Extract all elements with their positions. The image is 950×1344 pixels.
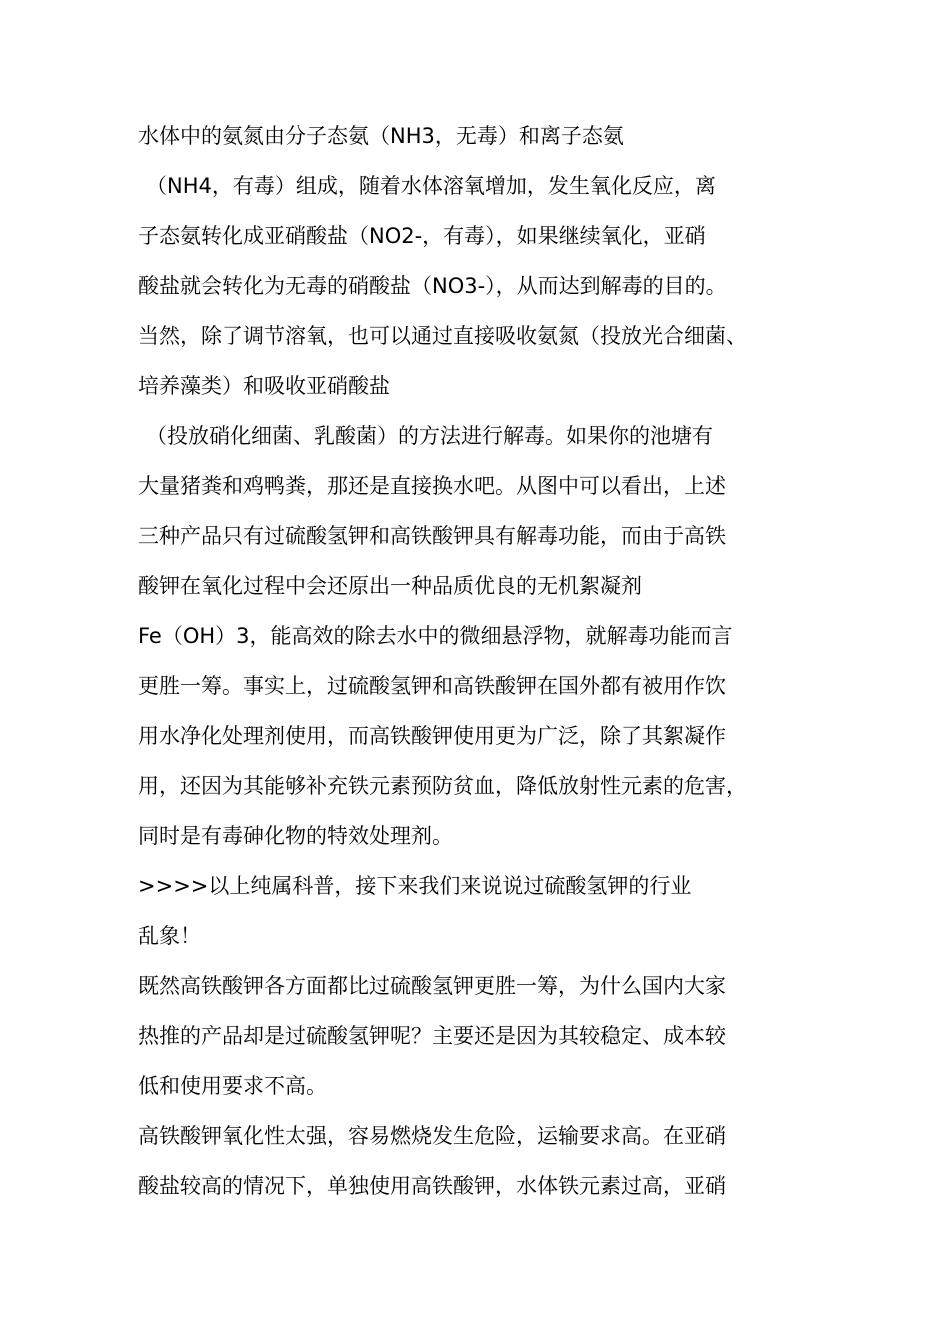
text-line: 水体中的氨氮由分子态氨（NH3，无毒）和离子态氨 [138, 124, 624, 148]
text-line: 酸盐就会转化为无毒的硝酸盐（NO3-），从而达到解毒的目的。 [138, 274, 727, 298]
text-line: Fe（OH）3，能高效的除去水中的微细悬浮物，就解毒功能而言 [138, 624, 733, 648]
text-line: >>>>以上纯属科普，接下来我们来说说过硫酸氢钾的行业 [138, 874, 692, 898]
text-line: 用水净化处理剂使用，而高铁酸钾使用更为广泛，除了其絮凝作 [138, 724, 726, 748]
text-line: 既然高铁酸钾各方面都比过硫酸氢钾更胜一筹，为什么国内大家 [138, 974, 726, 998]
text-line: 当然，除了调节溶氧，也可以通过直接吸收氨氮（投放光合细菌、 [138, 324, 747, 348]
text-line: 同时是有毒砷化物的特效处理剂。 [138, 824, 453, 848]
text-line: 三种产品只有过硫酸氢钾和高铁酸钾具有解毒功能，而由于高铁 [138, 524, 726, 548]
text-line: 大量猪粪和鸡鸭粪，那还是直接换水吧。从图中可以看出，上述 [138, 474, 726, 498]
text-line: 热推的产品却是过硫酸氢钾呢？主要还是因为其较稳定、成本较 [138, 1024, 726, 1048]
text-line: 子态氨转化成亚硝酸盐（NO2-，有毒），如果继续氧化，亚硝 [138, 224, 706, 248]
text-line: 酸盐较高的情况下，单独使用高铁酸钾，水体铁元素过高，亚硝 [138, 1174, 726, 1198]
text-line: 培养藻类）和吸收亚硝酸盐 [138, 374, 390, 398]
text-line: （投放硝化细菌、乳酸菌）的方法进行解毒。如果你的池塘有 [146, 424, 713, 448]
text-line: 高铁酸钾氧化性太强，容易燃烧发生危险，运输要求高。在亚硝 [138, 1124, 726, 1148]
text-line: 乱象！ [138, 924, 201, 948]
text-line: 酸钾在氧化过程中会还原出一种品质优良的无机絮凝剂 [138, 574, 642, 598]
text-line: 用，还因为其能够补充铁元素预防贫血，降低放射性元素的危害， [138, 774, 747, 798]
text-line: 低和使用要求不高。 [138, 1074, 327, 1098]
text-line: 更胜一筹。事实上，过硫酸氢钾和高铁酸钾在国外都有被用作饮 [138, 674, 726, 698]
text-line: （NH4，有毒）组成，随着水体溶氧增加，发生氧化反应，离 [146, 174, 716, 198]
